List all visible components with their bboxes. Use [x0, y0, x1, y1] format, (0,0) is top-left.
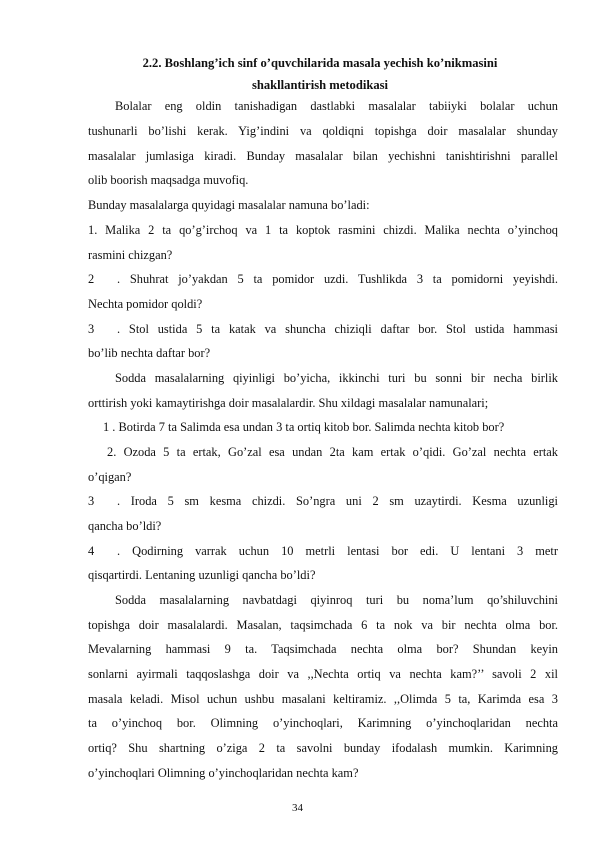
- paragraph-line: orttirish yoki kamaytirishga doir masalalardir. Shu xildagi masalalar namunalari;: [88, 396, 489, 410]
- paragraph-line: Bunday masalalarga quyidagi masalalar namuna bo’ladi:: [88, 198, 370, 212]
- page-number: 34: [292, 802, 303, 814]
- list-number: 3: [88, 322, 95, 336]
- paragraph-line: rasmini chizgan?: [88, 248, 173, 262]
- paragraph-line: 1. Malika 2 ta qo’g’irchoq va 1 ta koptok rasmini chizdi. Malika nechta o’yinchoq: [88, 223, 558, 237]
- paragraph-line: qancha bo’ldi?: [88, 519, 162, 533]
- paragraph-line: Sodda masalalarning qiyinligi bo’yicha, ikkinchi turi bu sonni bir necha birlik: [115, 371, 558, 385]
- paragraph-line: . Shuhrat jo’yakdan 5 ta pomidor uzdi. Tushlikda 3 ta pomidorni yeyishdi.: [117, 272, 558, 286]
- paragraph-line: . Iroda 5 sm kesma chizdi. So’ngra uni 2 sm uzaytirdi. Kesma uzunligi: [117, 494, 558, 508]
- list-number: 3: [88, 494, 95, 508]
- paragraph-line: 1 . Botirda 7 ta Salimda esa undan 3 ta ortiq kitob bor. Salimda nechta kitob bor?: [103, 420, 505, 434]
- paragraph-line: Bolalar eng oldin tanishadigan dastlabki masalalar tabiiyki bolalar uchun: [115, 99, 558, 113]
- paragraph-line: ta o’yinchoq bor. Olimning o’yinchoqlari, Karimning o’yinchoqlaridan nechta: [88, 716, 558, 730]
- paragraph-line: Nechta pomidor qoldi?: [88, 297, 203, 311]
- section-heading-line-1: 2.2. Boshlang’ich sinf o’quvchilarida masala yechish ko’nikmasini: [142, 56, 498, 70]
- paragraph-line: Mevalarning hammasi 9 ta. Taqsimchada nechta olma bor? Shundan keyin: [88, 642, 558, 656]
- paragraph-line: masalalar jumlasiga kiradi. Bunday masalalar bilan yechishni tanishtirishni parallel: [88, 149, 558, 163]
- paragraph-line: o’yinchoqlari Olimning o’yinchoqlaridan nechta kam?: [88, 766, 359, 780]
- paragraph-line: ortiq? Shu shartning o’ziga 2 ta savolni bunday ifodalash mumkin. Karimning: [88, 741, 558, 755]
- paragraph-line: tushunarli bo’lishi kerak. Yig’indini va qoldiqni topishga doir masalalar shunday: [88, 124, 558, 138]
- paragraph-line: qisqartirdi. Lentaning uzunligi qancha bo’ldi?: [88, 568, 316, 582]
- list-number: 2: [88, 272, 95, 286]
- paragraph-line: . Qodirning varrak uchun 10 metrli lentasi bor edi. U lentani 3 metr: [117, 544, 558, 558]
- paragraph-line: olib boorish maqsadga muvofiq.: [88, 173, 249, 187]
- paragraph-line: bo’lib nechta daftar bor?: [88, 346, 211, 360]
- paragraph-line: topishga doir masalalardi. Masalan, taqsimchada 6 ta nok va bir nechta olma bor.: [88, 618, 558, 632]
- paragraph-line: masala keladi. Misol uchun ushbu masalani keltiramiz. ,,Olimda 5 ta, Karimda esa 3: [88, 692, 558, 706]
- list-number: 4: [88, 544, 95, 558]
- paragraph-line: o’qigan?: [88, 470, 132, 484]
- paragraph-line: 2. Ozoda 5 ta ertak, Go’zal esa undan 2ta kam ertak o’qidi. Go’zal nechta ertak: [107, 445, 558, 459]
- paragraph-line: . Stol ustida 5 ta katak va shuncha chiziqli daftar bor. Stol ustida hammasi: [117, 322, 558, 336]
- paragraph-line: Sodda masalalarning navbatdagi qiyinroq turi bu noma’lum qo’shiluvchini: [115, 593, 558, 607]
- section-heading-line-2: shakllantirish metodikasi: [251, 78, 389, 92]
- paragraph-line: sonlarni ayirmali taqqoslashga doir va ,,Nechta ortiq va nechta kam?’’ savoli 2 xil: [88, 667, 558, 681]
